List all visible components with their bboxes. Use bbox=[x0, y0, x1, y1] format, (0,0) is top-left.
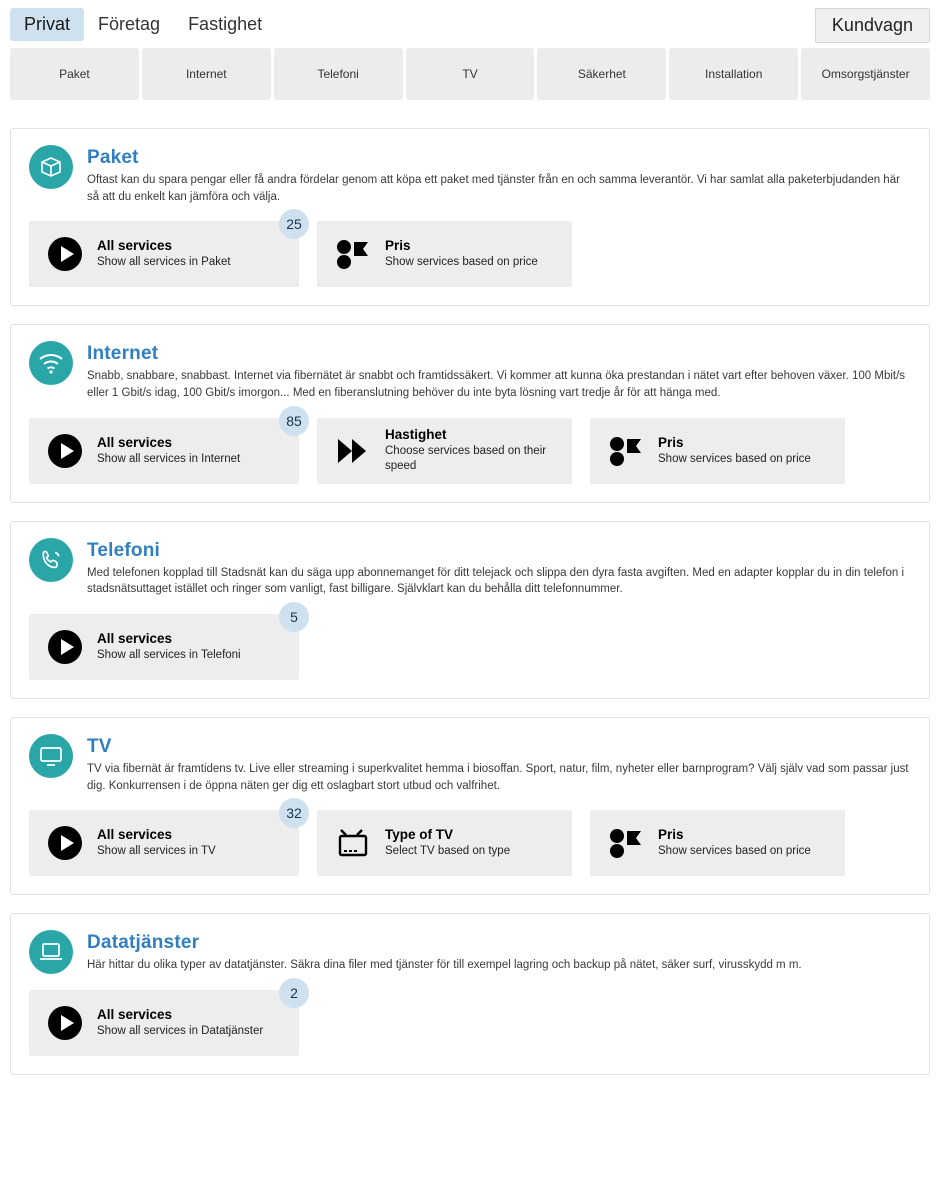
section-cards bbox=[11, 412, 929, 484]
card-title: Pris bbox=[385, 238, 411, 254]
nav-tab-fastighet[interactable]: Fastighet bbox=[188, 14, 263, 34]
card-type-of-tv[interactable] bbox=[317, 810, 572, 876]
tab-omsorgstjanster[interactable]: Omsorgstjänster bbox=[801, 48, 930, 100]
card-all-services[interactable] bbox=[29, 216, 302, 287]
play-icon bbox=[43, 629, 87, 665]
card-subtitle: Show all services in Internet bbox=[97, 452, 241, 465]
section-title: Internet bbox=[87, 343, 159, 365]
card-all-services[interactable] bbox=[29, 805, 302, 876]
card-pris[interactable] bbox=[590, 810, 845, 876]
section-tv bbox=[10, 717, 930, 895]
card-subtitle: Show all services in Telefoni bbox=[97, 649, 241, 661]
section-cards bbox=[11, 804, 929, 876]
tv-type-icon bbox=[331, 827, 375, 859]
package-icon bbox=[29, 145, 73, 189]
card-subtitle: Show services based on price bbox=[385, 256, 538, 269]
card-pris[interactable] bbox=[590, 418, 845, 484]
card-all-services[interactable] bbox=[29, 985, 299, 1056]
count-badge: 25 bbox=[279, 209, 309, 239]
play-icon bbox=[43, 1005, 87, 1041]
section-telefoni bbox=[10, 521, 930, 699]
category-tab-bar bbox=[0, 48, 940, 100]
top-navigation-bar bbox=[0, 0, 940, 44]
tab-internet[interactable]: Internet bbox=[142, 48, 271, 100]
card-subtitle: Show services based on price bbox=[658, 845, 811, 858]
card-title: Pris bbox=[658, 827, 684, 843]
card-all-services[interactable] bbox=[29, 609, 299, 680]
section-title: TV bbox=[87, 736, 112, 758]
count-badge: 32 bbox=[279, 798, 309, 828]
card-hastighet[interactable] bbox=[317, 418, 572, 484]
card-title: All services bbox=[97, 238, 173, 254]
card-subtitle: Choose services based on their speed bbox=[385, 445, 547, 473]
section-header bbox=[11, 325, 929, 411]
count-badge: 5 bbox=[279, 602, 309, 632]
section-description: TV via fibernät är framtidens tv. Live eller streaming i superkvalitet hemma i biosoffan. Sport, natur, film, nyheter eller barnprogram? Välj själv vad som passar just dig. Konkurrensen i de öppna näten ger dig ett oslagbart stort utbud och valfrihet. bbox=[87, 763, 909, 792]
section-description: Med telefonen kopplad till Stadsnät kan du säga upp abonnemanget för ditt telejack och slippa den dyra fasta avgiften. Med en adapter kopplar du in din telefon i stadsnätsuttaget istället och ringer som vanligt, fast billigare. Självklart kan du behålla ditt telefonnummer. bbox=[87, 566, 905, 596]
speed-icon bbox=[331, 437, 375, 465]
card-subtitle: Select TV based on type bbox=[385, 845, 511, 858]
section-header bbox=[11, 914, 929, 984]
play-icon bbox=[43, 236, 87, 272]
section-cards bbox=[11, 215, 929, 287]
section-header bbox=[11, 129, 929, 215]
card-pris[interactable] bbox=[317, 221, 572, 287]
card-title: All services bbox=[97, 1007, 173, 1023]
card-title: Hastighet bbox=[385, 427, 447, 443]
section-title: Telefoni bbox=[87, 539, 161, 561]
card-title: All services bbox=[97, 827, 173, 843]
tab-installation[interactable]: Installation bbox=[669, 48, 798, 100]
card-title: All services bbox=[97, 434, 173, 450]
section-description: Oftast kan du spara pengar eller få andra fördelar genom att köpa ett paket med tjänster från en och samma leverantör. Vi har samlat alla paketerbjudanden här så att du enkelt kan jämföra och välja. bbox=[87, 174, 900, 203]
cart-button[interactable]: Kundvagn bbox=[815, 8, 930, 43]
wifi-icon bbox=[29, 341, 73, 385]
price-icon bbox=[604, 828, 648, 858]
tab-paket[interactable]: Paket bbox=[10, 48, 139, 100]
card-title: Pris bbox=[658, 434, 684, 450]
play-icon bbox=[43, 433, 87, 469]
section-internet bbox=[10, 324, 930, 502]
section-title: Datatjänster bbox=[87, 932, 200, 954]
section-description: Snabb, snabbare, snabbast. Internet via fibernätet är snabbt och framtidssäkert. Vi kommer att kunna öka prestandan i nätet vart efter behoven växer. 100 Mbit/s eller 1 Gbit/s idag, 100 Gbit/s imorgon... Med en fiberanslutning behöver du inte byta lösning vart tredje år för att hänga med. bbox=[87, 370, 906, 400]
card-subtitle: Show all services in Paket bbox=[97, 256, 231, 269]
section-title: Paket bbox=[87, 147, 139, 168]
section-header bbox=[11, 718, 929, 804]
section-header bbox=[11, 522, 929, 608]
card-title: Type of TV bbox=[385, 827, 454, 843]
nav-tab-privat[interactable]: Privat bbox=[10, 8, 84, 41]
sections-container bbox=[0, 100, 940, 1075]
phone-icon bbox=[29, 538, 73, 582]
tv-icon bbox=[29, 734, 73, 778]
nav-tab-foretag[interactable]: Företag bbox=[98, 14, 161, 34]
card-all-services[interactable] bbox=[29, 412, 302, 484]
play-icon bbox=[43, 825, 87, 861]
card-subtitle: Show services based on price bbox=[658, 452, 811, 465]
tab-telefoni[interactable]: Telefoni bbox=[274, 48, 403, 100]
count-badge: 2 bbox=[279, 978, 309, 1008]
card-title: All services bbox=[97, 631, 173, 647]
section-datatjanster bbox=[10, 913, 930, 1075]
price-icon bbox=[331, 239, 375, 269]
tab-tv[interactable]: TV bbox=[406, 48, 535, 100]
section-cards bbox=[11, 608, 929, 680]
tab-sakerhet[interactable]: Säkerhet bbox=[537, 48, 666, 100]
card-subtitle: Show all services in Datatjänster bbox=[97, 1025, 264, 1038]
section-paket bbox=[10, 128, 930, 306]
laptop-icon bbox=[29, 930, 73, 974]
card-subtitle: Show all services in TV bbox=[97, 845, 216, 858]
section-description: Här hittar du olika typer av datatjänster. Säkra dina filer med tjänster för till exempel lagring och backup på nätet, säker surf, virusskydd m m. bbox=[87, 959, 802, 972]
count-badge: 85 bbox=[279, 406, 309, 436]
section-cards bbox=[11, 984, 929, 1056]
price-icon bbox=[604, 436, 648, 466]
